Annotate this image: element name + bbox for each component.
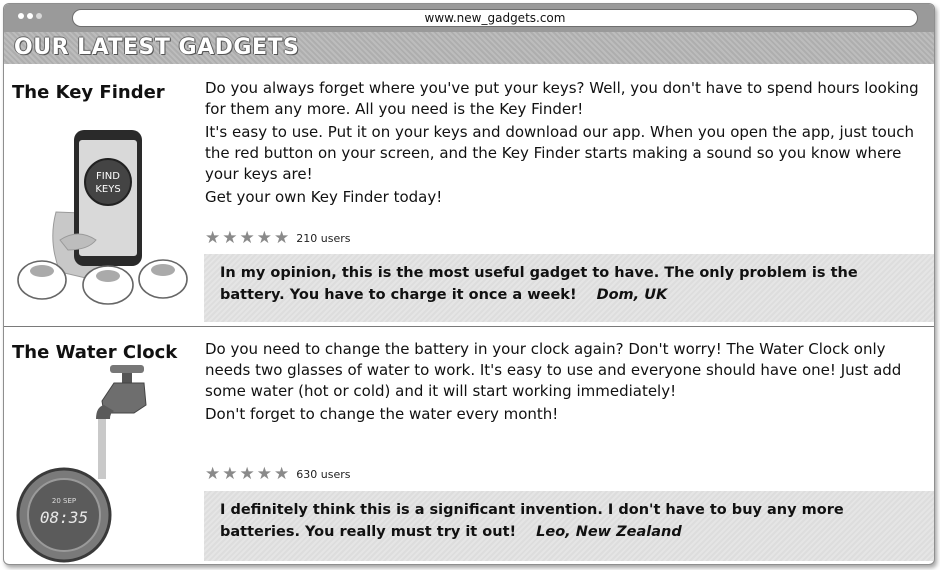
product-description xyxy=(205,339,923,427)
star-icon: ★ xyxy=(205,464,221,484)
address-bar[interactable]: www.new_gadgets.com xyxy=(72,9,918,27)
page-heading-banner xyxy=(4,32,934,64)
review-text xyxy=(220,262,910,306)
review-text xyxy=(220,499,910,543)
description-paragraph: Get your own Key Finder today! xyxy=(205,188,443,206)
window-close-dot[interactable] xyxy=(18,13,24,19)
rating-user-count: 630 users xyxy=(296,468,351,481)
reviewer-name: Leo, New Zealand xyxy=(536,524,682,540)
clock-date-text: 20 SEP xyxy=(51,497,77,505)
review-box xyxy=(204,491,934,561)
browser-window xyxy=(3,3,935,565)
product-title: The Water Clock xyxy=(12,342,178,363)
window-minimize-dot[interactable] xyxy=(27,13,33,19)
star-icon: ★ xyxy=(239,228,255,248)
product-rating xyxy=(205,230,350,247)
description-paragraph: It's easy to use. Put it on your keys and download our app. When you open the app, just touch the red button on your screen, and the Key Finder starts making a sound so you know where your keys are! xyxy=(205,123,915,183)
review-box xyxy=(204,254,934,322)
star-icon: ★ xyxy=(222,464,238,484)
phone-find-text: FIND xyxy=(96,171,120,182)
description-paragraph: Do you need to change the battery in your clock again? Don't worry! The Water Clock only needs two glasses of water to work. It's easy to use and everyone should have one! Just add some water (hot or cold) and it will start working immediately! xyxy=(205,340,902,400)
star-icon: ★ xyxy=(256,464,272,484)
window-controls xyxy=(18,13,42,19)
product-water-clock xyxy=(4,327,934,565)
window-maximize-dot[interactable] xyxy=(36,13,42,19)
browser-toolbar xyxy=(4,4,934,32)
star-icon: ★ xyxy=(205,228,221,248)
product-description xyxy=(205,78,923,210)
review-quote: In my opinion, this is the most useful gadget to have. The only problem is the battery. You have to charge it once a week! xyxy=(220,265,858,303)
star-icon: ★ xyxy=(256,228,272,248)
reviewer-name: Dom, UK xyxy=(596,287,668,303)
star-icon: ★ xyxy=(274,228,290,248)
clock-time-text: 08:35 xyxy=(39,508,89,527)
product-key-finder xyxy=(4,64,934,326)
star-icon: ★ xyxy=(274,464,290,484)
review-quote: I definitely think this is a significant invention. I don't have to buy any more batteries. You really must try it out! xyxy=(220,502,844,540)
phone-keys-text: KEYS xyxy=(95,184,121,195)
star-icon: ★ xyxy=(239,464,255,484)
description-paragraph: Do you always forget where you've put your keys? Well, you don't have to spend hours looking for them any more. All you need is the Key Finder! xyxy=(205,79,919,118)
rating-user-count: 210 users xyxy=(296,232,351,245)
star-icon: ★ xyxy=(222,228,238,248)
product-title: The Key Finder xyxy=(12,82,165,103)
page-title: OUR LATEST GADGETS xyxy=(14,35,300,60)
water-clock-illustration xyxy=(14,365,194,565)
product-rating xyxy=(205,466,350,483)
description-paragraph: Don't forget to change the water every month! xyxy=(205,405,559,423)
key-finder-illustration xyxy=(8,122,198,312)
